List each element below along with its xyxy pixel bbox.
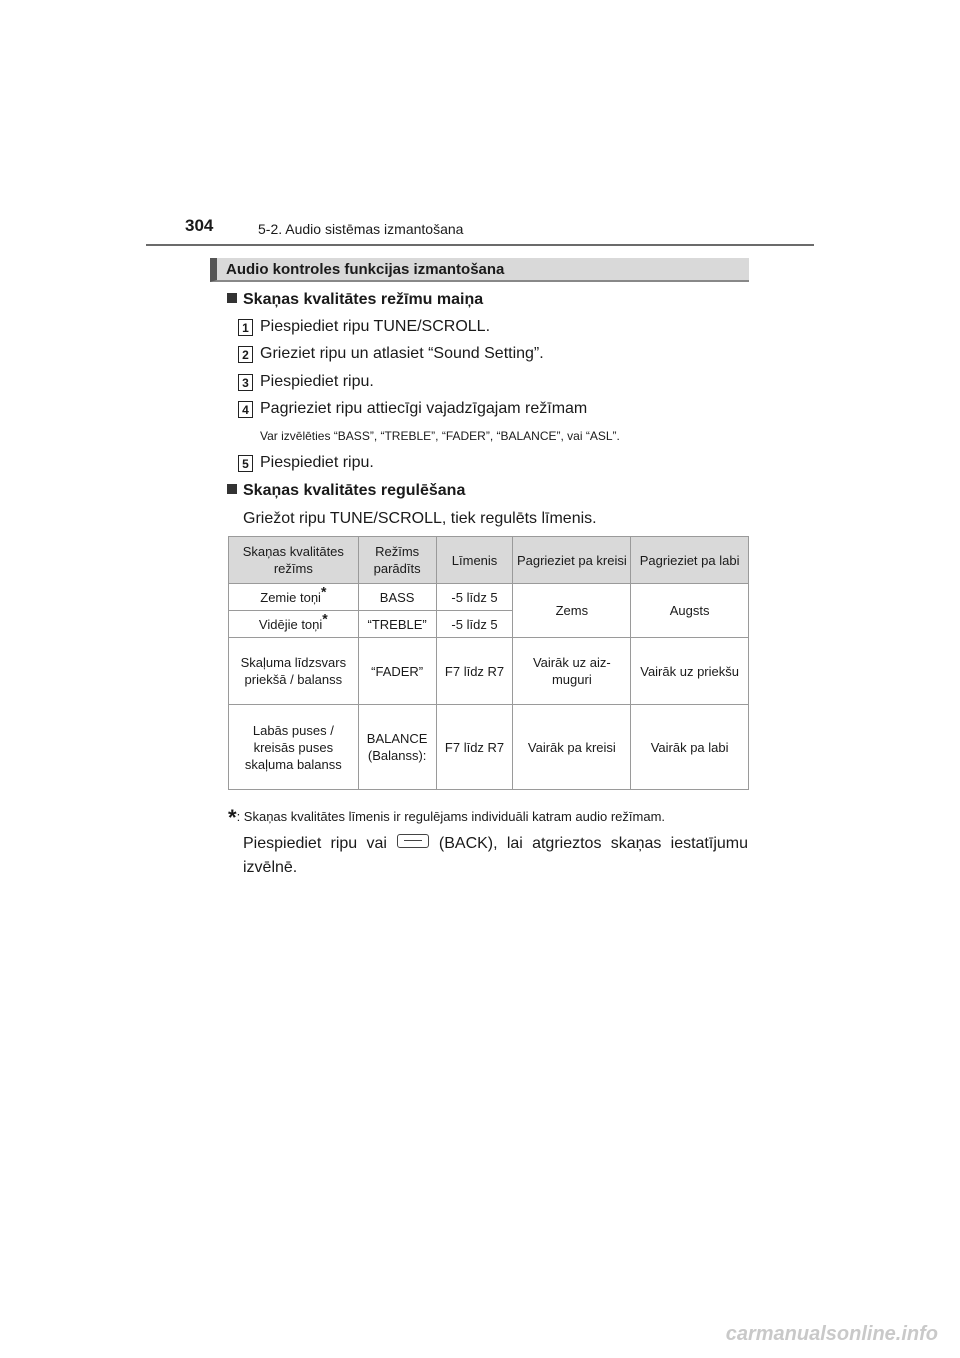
- table-cell: Vairāk uz priekšu: [631, 638, 749, 705]
- table-row: [229, 705, 749, 790]
- table-cell: -5 līdz 5: [436, 584, 513, 611]
- table-cell: Zemie toņi*: [229, 584, 359, 611]
- subsection-heading-adjust: Skaņas kvalitātes regulēšana: [227, 482, 465, 500]
- column-header: Skaņas kvalitātes režīms: [229, 537, 359, 584]
- table-cell: BALANCE (Balanss):: [358, 705, 436, 790]
- table-cell: Skaļuma līdzsvars priekšā / balanss: [229, 638, 359, 705]
- step-text: Pagrieziet ripu attiecīgi vajadzīgajam režīmam: [260, 400, 588, 417]
- footnote-star: *: [320, 583, 327, 600]
- table-cell: “TREBLE”: [358, 611, 436, 638]
- closing-instruction: Piespiediet ripu vai (BACK), lai atgrieztos skaņas iestatījumu izvēlnē.: [243, 835, 749, 876]
- watermark: carmanualsonline.info: [725, 1323, 938, 1345]
- footnote-star: *: [322, 610, 328, 627]
- running-head: 5-2. Audio sistēmas izmantošana: [258, 221, 464, 237]
- square-bullet-icon: [227, 484, 237, 494]
- table-cell: F7 līdz R7: [436, 705, 513, 790]
- table-cell: F7 līdz R7: [436, 638, 513, 705]
- table-cell: BASS: [358, 584, 436, 611]
- table-cell: “FADER”: [358, 638, 436, 705]
- step-number: 1: [238, 319, 253, 336]
- table-cell: Vidējie toņi*: [229, 611, 359, 638]
- step-number: 2: [238, 346, 253, 363]
- section-header: [210, 258, 749, 282]
- table-header-row: [229, 537, 749, 584]
- step-text: Piespiediet ripu TUNE/SCROLL.: [260, 318, 491, 335]
- step-number: 5: [238, 455, 253, 472]
- column-header: Pagrieziet pa labi: [631, 537, 749, 584]
- step-text: Piespiediet ripu.: [260, 373, 374, 390]
- table-cell: -5 līdz 5: [436, 611, 513, 638]
- table-row: [229, 584, 749, 611]
- table-cell: Vairāk pa labi: [631, 705, 749, 790]
- back-button-icon: [397, 834, 429, 848]
- footnote: *: Skaņas kvalitātes līmenis ir regulējams individuāli katram audio režīmam.: [228, 805, 666, 830]
- column-header: Pagrieziet pa kreisi: [513, 537, 631, 584]
- page-number: 304: [185, 216, 214, 235]
- step-text: Grieziet ripu un atlasiet “Sound Setting”.: [260, 345, 544, 362]
- table-cell: Vairāk uz aiz-muguri: [513, 638, 631, 705]
- adjust-description: Griežot ripu TUNE/SCROLL, tiek regulēts līmenis.: [243, 510, 597, 527]
- step-number: 4: [238, 401, 253, 418]
- table-row: [229, 638, 749, 705]
- table-cell: Labās puses / kreisās puses skaļuma balanss: [229, 705, 359, 790]
- step-text: Piespiediet ripu.: [260, 454, 374, 471]
- column-header: Līmenis: [436, 537, 513, 584]
- table-cell: Augsts: [631, 584, 749, 638]
- step-note: Var izvēlēties “BASS”, “TREBLE”, “FADER”, “BALANCE”, vai “ASL”.: [260, 429, 620, 443]
- table-cell: Zems: [513, 584, 631, 638]
- step-number: 3: [238, 374, 253, 391]
- footnote-star: *: [228, 805, 237, 830]
- column-header: Režīms parādīts: [358, 537, 436, 584]
- sound-settings-table: [228, 536, 749, 790]
- header-divider: [146, 244, 814, 246]
- square-bullet-icon: [227, 293, 237, 303]
- table-cell: Vairāk pa kreisi: [513, 705, 631, 790]
- section-title: Audio kontroles funkcijas izmantošana: [226, 261, 505, 278]
- subsection-heading-mode-change: Skaņas kvalitātes režīmu maiņa: [227, 291, 483, 309]
